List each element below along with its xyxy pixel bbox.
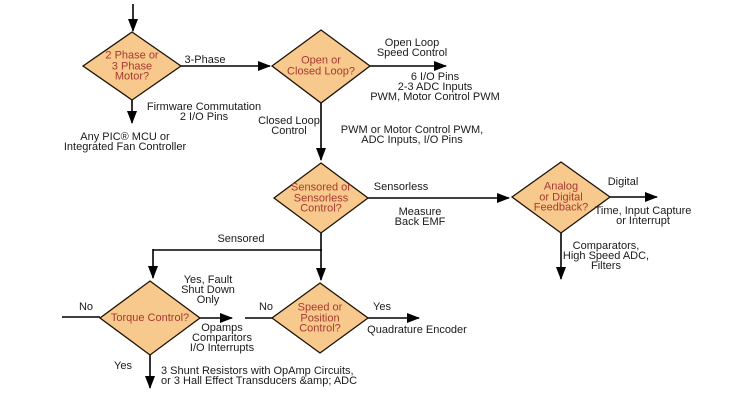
label-yes-fault-shutdown bbox=[181, 275, 235, 305]
label-closed-loop-resources bbox=[341, 125, 483, 145]
label-line: Any PIC® MCU or bbox=[80, 131, 170, 143]
label-opamps-comparitors bbox=[190, 323, 254, 353]
label-line: Speed Control bbox=[376, 47, 448, 59]
label-analog-resources bbox=[563, 241, 649, 271]
label-any-pic-mcu bbox=[64, 132, 186, 152]
label-closed-loop-control bbox=[258, 116, 320, 136]
diamond-text-line: or Digital bbox=[539, 190, 583, 203]
diamond-text-line: Control? bbox=[300, 202, 342, 215]
label-line: 2-3 ADC Inputs bbox=[397, 81, 473, 93]
label-line: Sensorless bbox=[373, 181, 429, 193]
label-line: 6 I/O Pins bbox=[410, 71, 460, 83]
label-line: Comparitors bbox=[192, 332, 252, 344]
label-line: 3 Shunt Resistors with OpAmp Circuits, bbox=[161, 365, 354, 377]
label-line: Filters bbox=[591, 260, 621, 272]
label-quadrature-encoder bbox=[367, 325, 467, 335]
diamond-text-line: Feedback? bbox=[533, 201, 589, 214]
label-line: Open Loop bbox=[384, 37, 440, 49]
label-line: Yes bbox=[373, 301, 391, 313]
label-line: Yes, Fault bbox=[183, 274, 233, 286]
diamond-text-line: Sensored or bbox=[291, 181, 351, 194]
label-line: 3-Phase bbox=[184, 54, 226, 66]
label-line: I/O Interrupts bbox=[189, 342, 255, 354]
label-line: Back EMF bbox=[394, 216, 446, 228]
label-line: PWM, Motor Control PWM bbox=[370, 91, 500, 103]
label-line: Only bbox=[196, 294, 220, 306]
label-line: Firmware Commutation bbox=[146, 101, 262, 113]
diamond-text-line: Speed or bbox=[297, 301, 343, 314]
label-line: 2 I/O Pins bbox=[179, 111, 229, 123]
label-line: Quadrature Encoder bbox=[367, 324, 467, 336]
diamond-label-open-closed-loop bbox=[287, 56, 355, 77]
label-time-input-capture bbox=[595, 206, 692, 226]
diamond-label-speed-position-control bbox=[298, 302, 343, 334]
label-line: Closed Loop bbox=[258, 115, 320, 127]
diamond-text-line: Torque Control? bbox=[110, 311, 190, 324]
label-open-loop-speed-control bbox=[377, 38, 447, 58]
diamond-label-analog-digital-feedback bbox=[534, 181, 588, 213]
label-line: Measure bbox=[398, 206, 442, 218]
label-3-phase bbox=[185, 55, 226, 65]
label-line: or Interrupt bbox=[616, 215, 670, 227]
label-torque-yes bbox=[114, 361, 132, 371]
label-torque-no bbox=[79, 302, 93, 312]
label-line: Shut Down bbox=[181, 284, 235, 296]
label-digital bbox=[608, 177, 639, 187]
label-line: High Speed ADC, bbox=[562, 250, 650, 262]
label-line: Digital bbox=[607, 176, 639, 188]
label-speed-no bbox=[259, 302, 273, 312]
diamond-text-line: Open or bbox=[301, 54, 341, 67]
label-speed-yes bbox=[373, 302, 391, 312]
diamond-text-line: Motor? bbox=[114, 70, 150, 83]
label-sensored bbox=[217, 234, 264, 244]
label-line: No bbox=[78, 301, 94, 313]
diamond-text-line: Analog bbox=[543, 180, 579, 193]
label-measure-back-emf bbox=[395, 207, 446, 227]
label-line: or 3 Hall Effect Transducers &amp; ADC bbox=[161, 375, 358, 387]
label-shunt-resistors bbox=[161, 366, 357, 386]
diamond-label-sensored-sensorless bbox=[291, 182, 351, 214]
diamond-text-line: Sensorless bbox=[293, 191, 349, 204]
label-sensorless bbox=[374, 182, 428, 192]
label-line: No bbox=[258, 301, 274, 313]
diamond-text-line: Control? bbox=[299, 322, 341, 335]
diamond-text-line: Position bbox=[300, 311, 340, 324]
label-open-loop-resources bbox=[370, 72, 500, 102]
diamond-text-line: 3 Phase bbox=[111, 59, 153, 72]
label-line: Comparators, bbox=[572, 240, 640, 252]
label-line: Time, Input Capture bbox=[594, 205, 692, 217]
label-line: Integrated Fan Controller bbox=[63, 141, 187, 153]
label-line: Opamps bbox=[201, 322, 243, 334]
diamond-text-line: 2 Phase or bbox=[105, 49, 159, 62]
label-line: Sensored bbox=[217, 233, 265, 245]
diamond-label-motor-phase bbox=[105, 50, 158, 82]
label-line: ADC Inputs, I/O Pins bbox=[361, 134, 463, 146]
diamond-label-torque-control bbox=[111, 313, 189, 324]
label-firmware-commutation bbox=[147, 102, 261, 122]
label-line: Yes bbox=[114, 360, 132, 372]
label-line: PWM or Motor Control PWM, bbox=[340, 124, 484, 136]
diamond-text-line: Closed Loop? bbox=[287, 65, 355, 77]
label-line: Control bbox=[271, 125, 307, 137]
